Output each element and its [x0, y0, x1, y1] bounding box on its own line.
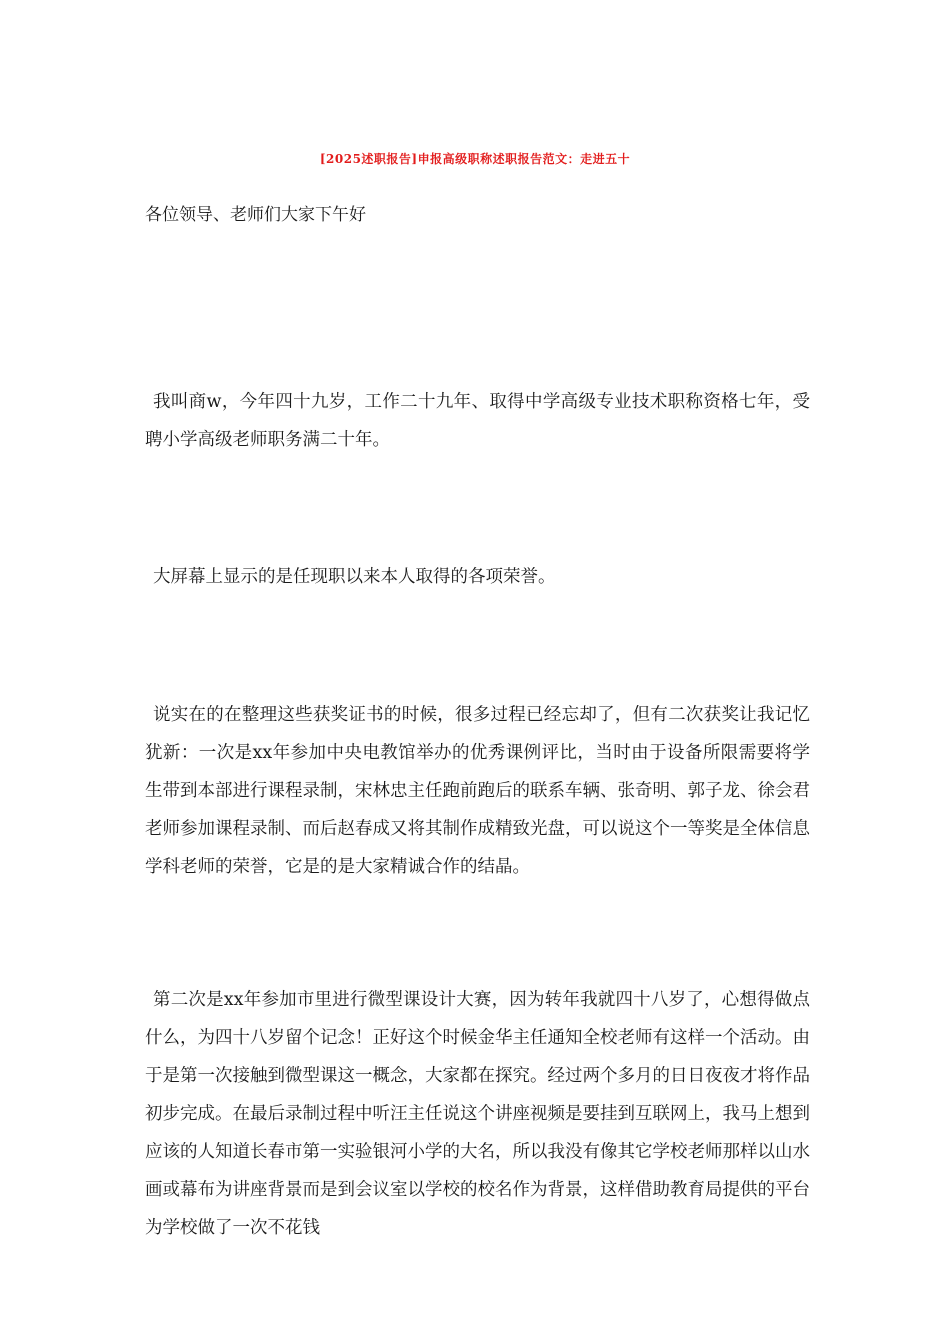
paragraph-intro: 我叫商w，今年四十九岁，工作二十九年、取得中学高级专业技术职称资格七年，受聘小学高级老师职务满二十年。	[145, 391, 810, 450]
document-title: [2025述职报告]申报高级职称述职报告范文：走进五十	[319, 152, 631, 166]
greeting-line: 各位领导、老师们大家下午好	[145, 205, 366, 225]
paragraph-honors: 大屏幕上显示的是任现职以来本人取得的各项荣誉。	[153, 566, 556, 587]
paragraph-first-award: 说实在的在整理这些获奖证书的时候，很多过程已经忘却了，但有二次获奖让我记忆犹新：一次是xx年参加中央电教馆举办的优秀课例评比，当时由于设备所限需要将学生带到本部进行课程录制，宋林忠主任跑前跑后的联系车辆、张奇明、郭子龙、徐会君老师参加课程录制、而后赵春成又将其制作成精致光盘，可以说这个一等奖是全体信息学科老师的荣誉，它是的是大家精诚合作的结晶。	[145, 704, 810, 877]
paragraph-second-award: 第二次是xx年参加市里进行微型课设计大赛，因为转年我就四十八岁了，心想得做点什么，为四十八岁留个记念！正好这个时候金华主任通知全校老师有这样一个活动。由于是第一次接触到微型课这一概念，大家都在探究。经过两个多月的日日夜夜才将作品初步完成。在最后录制过程中听汪主任说这个讲座视频是要挂到互联网上，我马上想到应该的人知道长春市第一实验银河小学的大名，所以我没有像其它学校老师那样以山水画或幕布为讲座背景而是到会议室以学校的校名作为背景，这样借助教育局提供的平台为学校做了一次不花钱	[145, 989, 810, 1238]
